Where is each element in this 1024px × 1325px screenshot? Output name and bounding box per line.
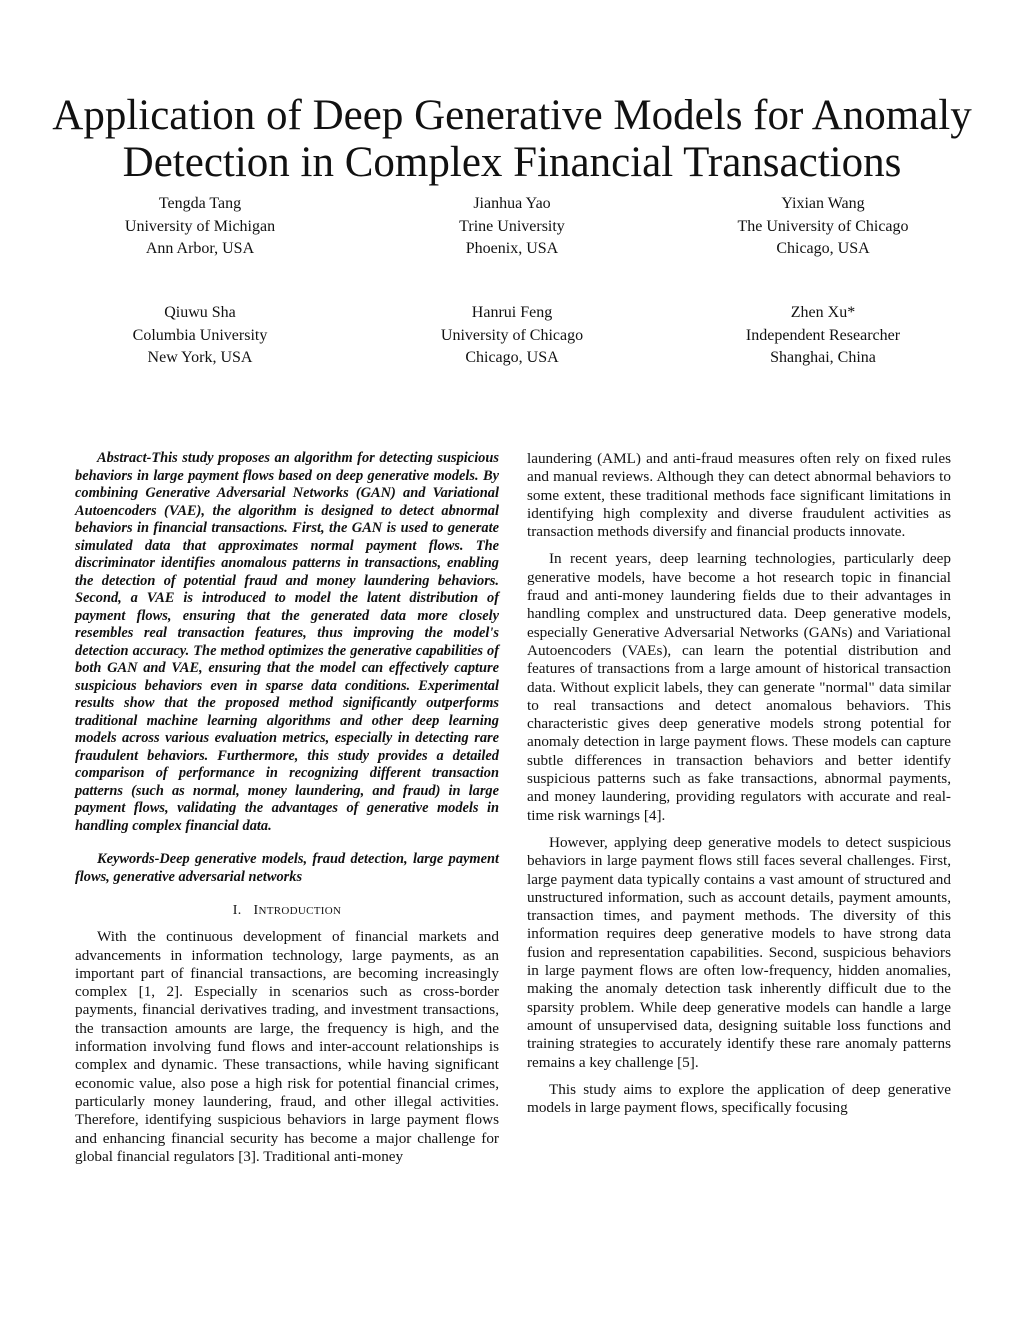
author-block-1: [50, 193, 350, 261]
intro-paragraph-3: In recent years, deep learning technologies, particularly deep generative models, have become a hot research topic in financial fraud and anti-money laundering fields due to their advantages in handling complex and unstructured data. Deep generative models, especially Generative Adversarial Networks (GANs) and Variational Autoencoders (VAEs), can learn the potential distribution and features of transactions from a large amount of historical transaction data. Without explicit labels, they can generate "normal" data similar to real transactions and detect anomalous behaviors. This characteristic gives deep generative models strong potential for anomaly detection in large payment flows. These models can capture subtle differences in transaction behaviors and better identify suspicious patterns such as fake transactions, abnormal payments, and money laundering, providing regulators with accurate and real-time risk warnings [4].: [527, 550, 951, 824]
author-location: Ann Arbor, USA: [145, 240, 255, 257]
author-location: New York, USA: [147, 349, 253, 366]
author-location: Shanghai, China: [770, 349, 876, 366]
author-location: Chicago, USA: [465, 349, 559, 366]
abstract: Abstract-This study proposes an algorithm for detecting suspicious behaviors in large payment flows based on deep generative models. By combining Generative Adversarial Networks (GAN) and Variational Autoencoders (VAE), the algorithm is designed to detect abnormal behaviors in financial transactions. First, the GAN is used to generate simulated data that approximates normal payment flows. The discriminator identifies anomalous patterns in transactions, enabling the detection of potential fraud and money laundering behaviors. Second, a VAE is introduced to model the latent distribution of payment flows, ensuring that the generated data more closely resembles real transaction features, thus improving the model's detection accuracy. The method optimizes the generative capabilities of both GAN and VAE, ensuring that the model can effectively capture suspicious behaviors even in sparse data conditions. Experimental results show that the proposed method significantly outperforms traditional machine learning algorithms and other deep learning models across various evaluation metrics, especially in detecting rare fraudulent behaviors. Furthermore, this study provides a detailed comparison of performance in recognizing different transaction patterns (such as normal, money laundering, and fraud) in large payment flows, validating the advantages of generative models in handling complex financial data.: [75, 450, 499, 834]
intro-paragraph-5: This study aims to explore the application of deep generative models in large payment flows, specifically focusing: [527, 1080, 951, 1117]
section-title-rest: NTRODUCTION: [258, 905, 342, 917]
author-affiliation: University of Chicago: [440, 326, 584, 344]
author-location: Phoenix, USA: [465, 240, 559, 257]
author-affiliation: The University of Chicago: [737, 217, 909, 235]
author-block-4: [50, 302, 350, 370]
author-name: Tengda Tang: [158, 195, 242, 212]
intro-paragraph-1: With the continuous development of financial markets and advancements in information technology, large payments, as an important part of financial transactions, are becoming increasingly complex [1, 2]. Especially in scenarios such as cross-border payments, financial derivatives trading, and investment transactions, the transaction amounts are large, the frequency is high, and the information involving fund flows and inter-account relationships is complex and dynamic. These transactions, while having significant economic value, also pose a high risk for potential financial crimes, particularly money laundering, fraud, and other illegal activities. Therefore, identifying suspicious behaviors in large payment flows and enhancing financial security has become a major challenge for global financial regulators [3]. Traditional anti-money: [75, 928, 499, 1165]
author-block-5: [362, 302, 662, 370]
paper-title-line-2: Detection in Complex Financial Transactions: [122, 139, 902, 186]
paper-title-line-1: Application of Deep Generative Models for Anomaly: [52, 92, 972, 139]
section-heading-introduction: [75, 902, 499, 920]
intro-paragraph-4: However, applying deep generative models to detect suspicious behaviors in large payment flows still faces several challenges. First, large payment data typically contains a vast amount of structured and unstructured information, such as account details, payment amounts, transaction times, and payment methods. The diversity of this information requires deep generative models to have strong data fusion and representation capabilities. Second, suspicious behaviors in large payment flows are often low-frequency, hidden anomalies, making the anomaly detection task inherently difficult due to the sparsity problem. While deep generative models can handle a large amount of unsupervised data, designing suitable loss functions and training strategies to accurately identify these rare anomaly patterns remains a key challenge [5].: [527, 833, 951, 1071]
paper-title: [40, 92, 984, 186]
author-block-3: [673, 193, 973, 261]
left-column: [75, 450, 499, 1166]
author-name: Qiuwu Sha: [164, 304, 236, 321]
intro-paragraph-2: laundering (AML) and anti-fraud measures often rely on fixed rules and manual reviews. Although they can detect abnormal behaviors to some extent, these traditional methods face significant limitations in identifying high complexity and diverse fraudulent activities as transaction methods diversify and financial products innovate.: [527, 450, 951, 541]
section-numeral: I.: [232, 903, 242, 918]
right-column: [527, 450, 951, 1117]
keywords: Keywords-Deep generative models, fraud detection, large payment flows, generative adversarial networks: [75, 851, 499, 885]
author-name: Zhen Xu*: [790, 304, 856, 321]
author-affiliation: Trine University: [459, 217, 565, 235]
author-name: Jianhua Yao: [473, 195, 551, 212]
author-name: Yixian Wang: [781, 195, 865, 212]
author-affiliation: Columbia University: [132, 326, 268, 344]
author-location: Chicago, USA: [776, 240, 870, 257]
author-block-2: [362, 193, 662, 261]
author-affiliation: University of Michigan: [124, 217, 276, 235]
author-block-6: [673, 302, 973, 370]
author-affiliation: Independent Researcher: [745, 326, 901, 344]
section-title-initial: I: [253, 903, 259, 918]
author-name: Hanrui Feng: [471, 304, 553, 321]
